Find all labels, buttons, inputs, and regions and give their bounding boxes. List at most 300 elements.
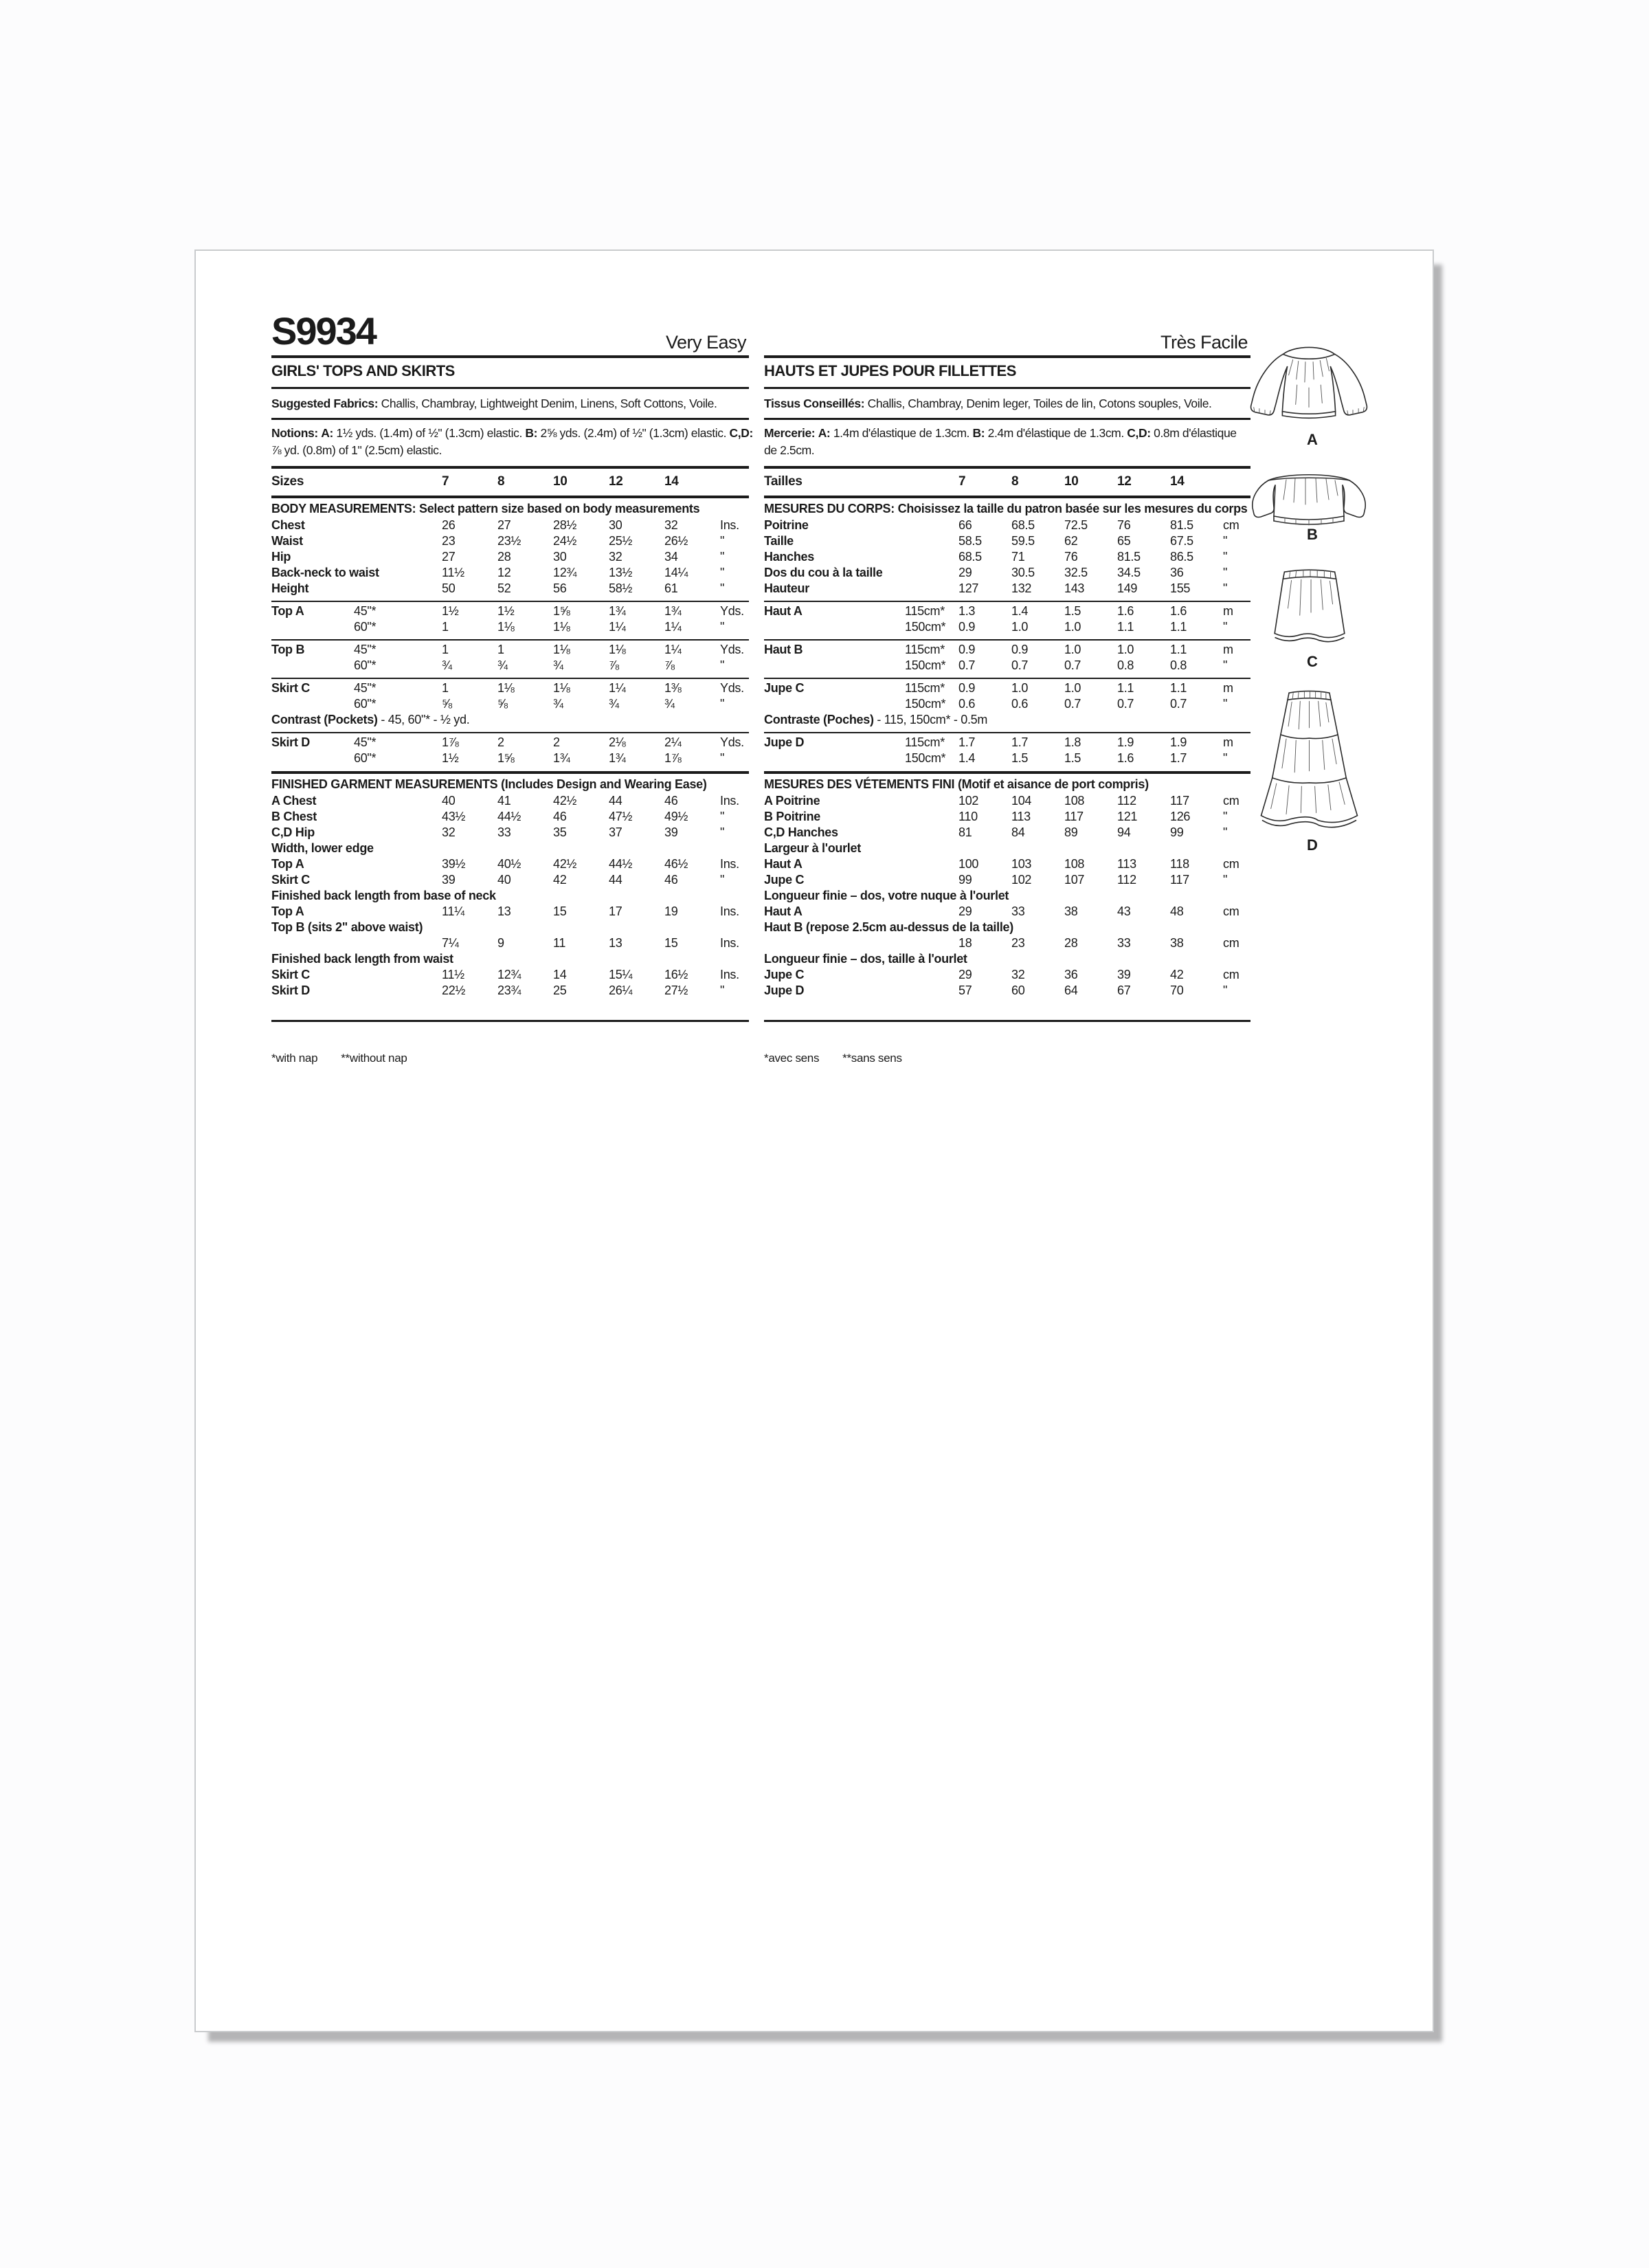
text-segment: Challis, Chambray, Denim leger, Toiles de lin, Cotons souples, Voile. <box>864 397 1212 410</box>
value-cell: 117 <box>1170 794 1189 808</box>
table-row <box>764 872 1250 888</box>
divider <box>764 355 1250 358</box>
value-cell: 49½ <box>664 810 688 823</box>
divider-line <box>271 601 749 602</box>
value-cell: 0.9 <box>1011 643 1029 656</box>
row-label <box>271 696 354 712</box>
value-cell: 30 <box>553 550 567 564</box>
value-cell: 1.0 <box>1064 681 1081 695</box>
value-cell: 23 <box>1011 936 1025 950</box>
table-row <box>271 775 749 793</box>
value-cell: 32 <box>1011 968 1025 981</box>
note-row <box>271 712 749 728</box>
row-label: Hip <box>271 550 291 564</box>
value-cell: 13½ <box>609 566 633 579</box>
value-cell: 0.7 <box>958 658 976 672</box>
value-cell: 1.0 <box>1011 620 1029 634</box>
view-b-label: B <box>1307 526 1318 543</box>
value-cell: 15 <box>553 904 567 918</box>
table-row <box>271 696 749 712</box>
table-row <box>764 619 1250 635</box>
row-group-label: Haut B (repose 2.5cm au-dessus de la taille) <box>764 920 1013 934</box>
value-cell: 99 <box>1170 825 1184 839</box>
divider-line <box>764 601 1250 602</box>
value-cell: 46½ <box>664 857 688 871</box>
table-row <box>764 888 1250 904</box>
value-cell: 48 <box>1170 904 1184 918</box>
value-cell: 47½ <box>609 810 633 823</box>
row-label: Haut A <box>764 604 803 618</box>
row-label: Jupe C <box>764 968 805 981</box>
value-cell: 1.1 <box>1170 643 1187 656</box>
divider <box>271 418 749 420</box>
size-column-header: 12 <box>1117 474 1132 489</box>
fabric-width-label: 115cm* <box>905 735 945 749</box>
value-cell: 38 <box>1064 904 1078 918</box>
value-cell: 26¼ <box>609 983 633 997</box>
value-cell: 1.5 <box>1011 751 1029 765</box>
value-cell: 0.7 <box>1170 697 1187 711</box>
text-segment: Notions: <box>271 426 318 440</box>
value-cell: 102 <box>1011 873 1032 887</box>
divider-line <box>764 771 1250 774</box>
value-cell: 39½ <box>442 857 466 871</box>
unit-cell: " <box>1223 658 1228 672</box>
table-divider-row <box>271 491 749 500</box>
table-row <box>764 533 1250 549</box>
difficulty-label-fr: Très Facile <box>1160 332 1248 353</box>
table-row <box>271 565 749 581</box>
fabric-width-label: 45"* <box>354 735 377 749</box>
value-cell: 68.5 <box>958 550 982 564</box>
value-cell: 36 <box>1170 566 1184 579</box>
value-cell: 0.6 <box>958 697 976 711</box>
value-cell: 46 <box>664 873 678 887</box>
value-cell: 16½ <box>664 968 688 981</box>
section-heading: MESURES DU CORPS: Choisissez la taille du patron basée sur les mesures du corps <box>764 501 1248 515</box>
value-cell: 1 <box>442 681 449 695</box>
divider-line <box>271 496 749 498</box>
row-label: A Chest <box>271 794 317 808</box>
value-cell: 15¼ <box>609 968 633 981</box>
table-row <box>764 951 1250 967</box>
value-cell: 43½ <box>442 810 466 823</box>
value-cell: 28 <box>1064 936 1078 950</box>
table-row <box>764 658 1250 674</box>
row-label <box>764 935 958 951</box>
divider-line <box>764 496 1250 498</box>
note-label: Contraste (Poches) <box>764 713 874 726</box>
value-cell: 39 <box>1117 968 1131 981</box>
unit-cell: " <box>1223 566 1228 579</box>
table-divider-row <box>764 766 1250 775</box>
table-divider-row <box>764 999 1250 1023</box>
unit-cell: " <box>720 697 725 711</box>
value-cell: 0.9 <box>958 681 976 695</box>
value-cell: 121 <box>1117 810 1138 823</box>
table-row <box>764 775 1250 793</box>
value-cell: 2 <box>497 735 504 749</box>
value-cell: 39 <box>664 825 678 839</box>
value-cell: 1¼ <box>664 620 682 634</box>
value-cell: 1.9 <box>1117 735 1134 749</box>
difficulty-label-en: Very Easy <box>665 332 746 353</box>
text-segment: de 2.5cm. <box>764 443 815 457</box>
value-cell: 112 <box>1117 873 1136 887</box>
fabric-width-label: 150cm* <box>905 751 946 765</box>
value-cell: ¾ <box>609 697 619 711</box>
text-segment: C,D: <box>729 426 753 440</box>
section-heading: MESURES DES VÉTEMENTS FINI (Motif et aisance de port compris) <box>764 777 1149 791</box>
value-cell: 39 <box>442 873 456 887</box>
table-divider-row <box>271 766 749 775</box>
size-column-header: 8 <box>497 474 505 489</box>
table-divider-row <box>271 635 749 642</box>
text-segment: 2.4m d'élastique de 1.3cm. <box>985 426 1128 440</box>
value-cell: 107 <box>1064 873 1085 887</box>
value-cell: 27½ <box>664 983 688 997</box>
value-cell: 28½ <box>553 518 577 532</box>
unit-cell: " <box>720 873 725 887</box>
row-label <box>764 696 905 712</box>
value-cell: 36 <box>1064 968 1078 981</box>
document-title-en: GIRLS' TOPS AND SKIRTS <box>271 362 455 379</box>
value-cell: 2¼ <box>664 735 682 749</box>
unit-cell: Ins. <box>720 857 739 871</box>
row-label <box>271 619 354 635</box>
value-cell: 84 <box>1011 825 1025 839</box>
value-cell: ⅝ <box>497 697 508 711</box>
value-cell: 110 <box>958 810 978 823</box>
value-cell: ¾ <box>664 697 675 711</box>
value-cell: 76 <box>1064 550 1078 564</box>
value-cell: 29 <box>958 566 972 579</box>
row-label: Skirt D <box>271 983 310 997</box>
table-divider-row <box>764 728 1250 735</box>
value-cell: 1 <box>442 620 449 634</box>
value-cell: 32 <box>442 825 456 839</box>
fabric-width-label: 60"* <box>354 620 377 634</box>
value-cell: 1⅜ <box>664 681 682 695</box>
view-a-label: A <box>1307 431 1318 448</box>
table-row <box>271 549 749 565</box>
size-column-header: 7 <box>958 474 966 489</box>
unit-cell: m <box>1223 604 1233 618</box>
value-cell: 108 <box>1064 857 1085 871</box>
value-cell: 58½ <box>609 581 633 595</box>
text-segment: Tissus Conseillés: <box>764 397 865 410</box>
unit-cell: " <box>1223 581 1228 595</box>
value-cell: 117 <box>1170 873 1189 887</box>
value-cell: 1⅞ <box>442 735 459 749</box>
value-cell: 1⅝ <box>497 751 515 765</box>
text-segment: A: <box>321 426 333 440</box>
divider-line <box>271 678 749 679</box>
unit-cell: " <box>720 620 725 634</box>
size-column-header: 12 <box>609 474 623 489</box>
table-row <box>764 841 1250 856</box>
value-cell: 27 <box>497 518 511 532</box>
row-group-label: Longueur finie – dos, votre nuque à l'ourlet <box>764 889 1009 902</box>
value-cell: 15 <box>664 936 678 950</box>
value-cell: 29 <box>958 968 972 981</box>
notions-en <box>271 425 753 459</box>
table-row <box>271 856 749 872</box>
table-row <box>271 872 749 888</box>
value-cell: 23¾ <box>497 983 521 997</box>
divider-line <box>271 1020 749 1022</box>
value-cell: 1.7 <box>1170 751 1187 765</box>
fabric-width-label: 150cm* <box>905 697 946 711</box>
text-segment: Suggested Fabrics: <box>271 397 379 410</box>
value-cell: ¾ <box>553 697 563 711</box>
table-row <box>764 696 1250 712</box>
value-cell: 44½ <box>497 810 521 823</box>
row-label: Tailles <box>764 474 803 489</box>
value-cell: 0.8 <box>1170 658 1187 672</box>
value-cell: 0.9 <box>958 620 976 634</box>
table-row <box>271 642 749 658</box>
value-cell: 1⅛ <box>553 681 570 695</box>
value-cell: 42½ <box>553 794 577 808</box>
value-cell: 44½ <box>609 857 633 871</box>
table-row <box>764 735 1250 751</box>
row-label: Jupe D <box>764 735 805 749</box>
french-column <box>764 251 1250 1144</box>
row-group-label: Top B (sits 2" above waist) <box>271 920 423 934</box>
text-segment: 0.8m d'élastique <box>1150 426 1237 440</box>
divider <box>764 466 1250 469</box>
value-cell: 12¾ <box>497 968 521 981</box>
value-cell: 29 <box>958 904 972 918</box>
value-cell: 17 <box>609 904 622 918</box>
unit-cell: Ins. <box>720 968 739 981</box>
table-row <box>271 473 749 491</box>
value-cell: 23½ <box>497 534 521 548</box>
section-heading: BODY MEASUREMENTS: Select pattern size based on body measurements <box>271 501 700 515</box>
table-divider-row <box>271 999 749 1023</box>
unit-cell: " <box>720 581 725 595</box>
table-row <box>764 920 1250 935</box>
table-row <box>764 809 1250 825</box>
fabric-width-label: 45"* <box>354 604 377 618</box>
value-cell: 1.0 <box>1011 681 1029 695</box>
table-divider-row <box>764 635 1250 642</box>
value-cell: 1¾ <box>609 751 626 765</box>
text-segment: B: <box>972 426 985 440</box>
size-column-header: 14 <box>664 474 679 489</box>
value-cell: 0.7 <box>1064 697 1081 711</box>
value-cell: 0.9 <box>958 643 976 656</box>
row-group-label: Width, lower edge <box>271 841 374 855</box>
value-cell: 26½ <box>664 534 688 548</box>
unit-cell: " <box>1223 825 1228 839</box>
value-cell: ¾ <box>497 658 508 672</box>
value-cell: 1.3 <box>958 604 976 618</box>
table-row <box>271 809 749 825</box>
row-label: Chest <box>271 518 305 532</box>
value-cell: 11½ <box>442 968 464 981</box>
value-cell: 118 <box>1170 857 1189 871</box>
value-cell: 132 <box>1011 581 1032 595</box>
notions-line-1 <box>764 425 1237 442</box>
value-cell: 1.8 <box>1064 735 1081 749</box>
row-label <box>271 935 442 951</box>
row-label: C,D Hanches <box>764 825 838 839</box>
value-cell: ¾ <box>553 658 563 672</box>
unit-cell: cm <box>1223 904 1239 918</box>
value-cell: 117 <box>1064 810 1084 823</box>
footnote-avec-sens: *avec sens <box>764 1052 820 1065</box>
value-cell: 1¾ <box>664 604 682 618</box>
text-segment: A: <box>818 426 831 440</box>
table-row <box>764 500 1250 518</box>
table-row <box>271 825 749 841</box>
note-text: - 45, 60"* - ½ yd. <box>377 713 470 726</box>
table-row <box>764 712 1250 728</box>
value-cell: 32 <box>609 550 622 564</box>
value-cell: 81 <box>958 825 972 839</box>
unit-cell: Yds. <box>720 735 744 749</box>
unit-cell: m <box>1223 643 1233 656</box>
row-label: Height <box>271 581 309 595</box>
value-cell: 14¼ <box>664 566 688 579</box>
unit-cell: " <box>720 658 725 672</box>
divider <box>764 387 1250 389</box>
footnote-sans-sens: **sans sens <box>842 1052 902 1065</box>
value-cell: 1.1 <box>1117 620 1134 634</box>
divider-line <box>764 1020 1250 1022</box>
value-cell: 1½ <box>442 604 459 618</box>
value-cell: 104 <box>1011 794 1032 808</box>
notions-fr <box>764 425 1237 459</box>
row-label: Poitrine <box>764 518 809 532</box>
value-cell: 1¼ <box>664 643 682 656</box>
table-row <box>764 983 1250 999</box>
section-heading: FINISHED GARMENT MEASUREMENTS (Includes Design and Wearing Ease) <box>271 777 707 791</box>
table-row <box>764 518 1250 533</box>
divider-line <box>764 732 1250 733</box>
measurements-table-fr <box>764 473 1250 1023</box>
value-cell: 60 <box>1011 983 1025 997</box>
table-row <box>764 856 1250 872</box>
value-cell: 35 <box>553 825 567 839</box>
row-label: Top B <box>271 643 305 656</box>
row-label: Skirt C <box>271 873 310 887</box>
unit-cell: cm <box>1223 794 1239 808</box>
value-cell: 1.9 <box>1170 735 1187 749</box>
garment-d-tiered-skirt-illustration <box>1248 686 1371 832</box>
value-cell: 61 <box>664 581 678 595</box>
measurements-table-en <box>271 473 749 1023</box>
row-label <box>271 658 354 674</box>
table-row <box>764 603 1250 619</box>
value-cell: 13 <box>497 904 511 918</box>
row-label: Hanches <box>764 550 814 564</box>
value-cell: 37 <box>609 825 622 839</box>
table-row <box>764 751 1250 766</box>
fabric-width-label: 150cm* <box>905 620 946 634</box>
value-cell: 1.1 <box>1170 620 1187 634</box>
unit-cell: Yds. <box>720 643 744 656</box>
table-row <box>271 904 749 920</box>
row-group-label: Finished back length from waist <box>271 952 453 966</box>
value-cell: 11¼ <box>442 904 464 918</box>
value-cell: 38 <box>1170 936 1184 950</box>
value-cell: 57 <box>958 983 972 997</box>
value-cell: 9 <box>497 936 504 950</box>
text-segment: Challis, Chambray, Lightweight Denim, Linens, Soft Cottons, Voile. <box>378 397 717 410</box>
value-cell: 1¾ <box>609 604 626 618</box>
value-cell: 56 <box>553 581 567 595</box>
value-cell: 1⅞ <box>664 751 682 765</box>
fabric-width-label: 60"* <box>354 658 377 672</box>
unit-cell: Yds. <box>720 681 744 695</box>
row-label: Taille <box>764 534 794 548</box>
value-cell: 0.7 <box>1064 658 1081 672</box>
note-label: Contrast (Pockets) <box>271 713 378 726</box>
table-row <box>764 549 1250 565</box>
value-cell: 1.7 <box>1011 735 1029 749</box>
value-cell: 0.7 <box>1117 697 1134 711</box>
table-row <box>271 967 749 983</box>
fabric-width-label: 45"* <box>354 643 377 656</box>
value-cell: 67.5 <box>1170 534 1193 548</box>
footnote-with-nap: *with nap <box>271 1052 318 1065</box>
value-cell: 33 <box>1117 936 1131 950</box>
unit-cell: " <box>1223 873 1228 887</box>
row-label: Sizes <box>271 474 304 489</box>
row-label: Jupe C <box>764 681 805 695</box>
value-cell: 50 <box>442 581 456 595</box>
table-divider-row <box>271 597 749 603</box>
divider <box>271 466 749 469</box>
value-cell: 1 <box>442 643 449 656</box>
fabric-width-label: 115cm* <box>905 643 945 656</box>
text-segment: C,D: <box>1127 426 1151 440</box>
size-column-header: 10 <box>553 474 568 489</box>
value-cell: 34.5 <box>1117 566 1141 579</box>
size-column-header: 7 <box>442 474 449 489</box>
value-cell: ⅞ <box>609 658 619 672</box>
unit-cell: m <box>1223 681 1233 695</box>
value-cell: 64 <box>1064 983 1078 997</box>
unit-cell: Ins. <box>720 904 739 918</box>
row-label: Haut B <box>764 643 803 656</box>
value-cell: 0.8 <box>1117 658 1134 672</box>
table-divider-row <box>271 674 749 680</box>
row-label: Dos du cou à la taille <box>764 566 883 579</box>
divider-line <box>764 639 1250 641</box>
value-cell: 112 <box>1117 794 1136 808</box>
value-cell: 40 <box>497 873 511 887</box>
value-cell: 155 <box>1170 581 1191 595</box>
table-row <box>764 680 1250 696</box>
table-row <box>271 581 749 597</box>
value-cell: 1.6 <box>1170 604 1187 618</box>
value-cell: 100 <box>958 857 979 871</box>
row-label: Jupe D <box>764 983 805 997</box>
row-label: Haut A <box>764 857 803 871</box>
table-row <box>271 619 749 635</box>
unit-cell: " <box>1223 620 1228 634</box>
divider-line <box>271 771 749 774</box>
value-cell: 113 <box>1011 810 1031 823</box>
document-title-fr: HAUTS ET JUPES POUR FILLETTES <box>764 362 1016 379</box>
row-label: Top A <box>271 857 304 871</box>
value-cell: 34 <box>664 550 678 564</box>
value-cell: 1.4 <box>1011 604 1029 618</box>
